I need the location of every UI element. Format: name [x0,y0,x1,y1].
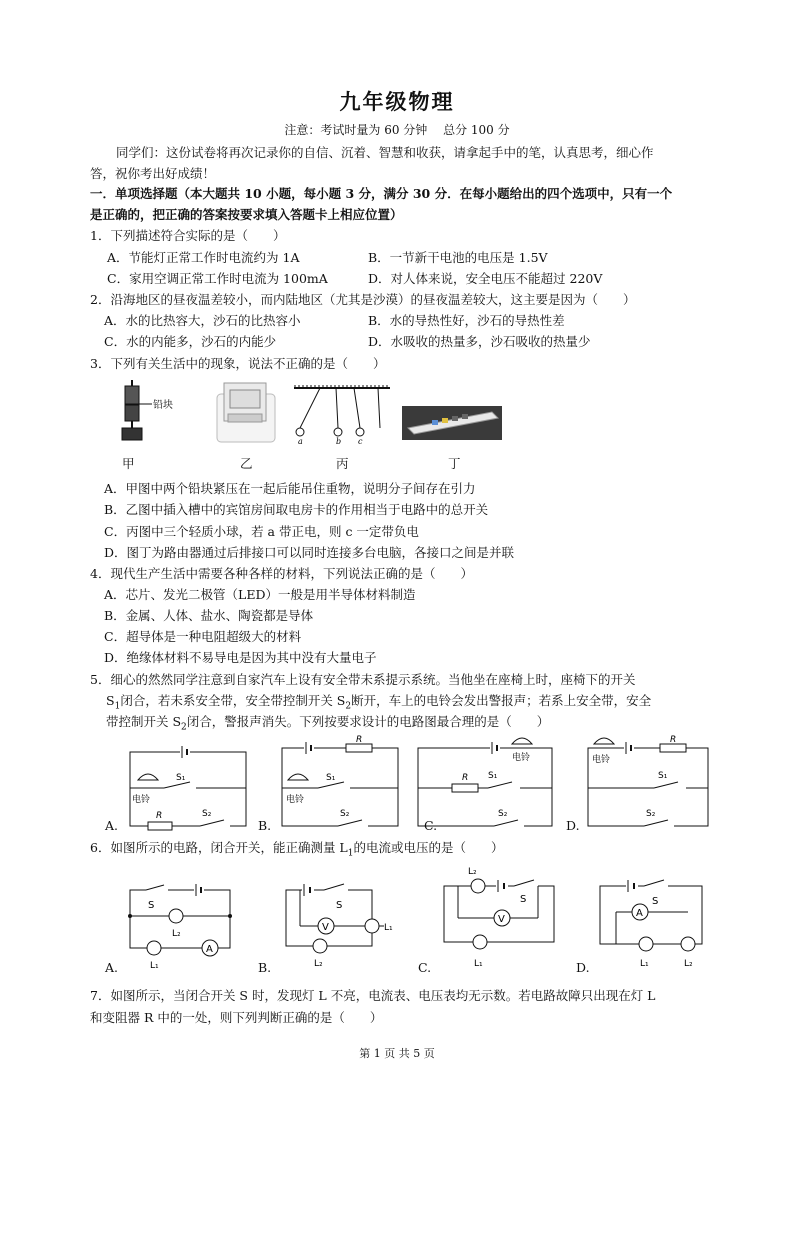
q5-circuit-a [104,742,254,832]
q6-circuit-a [124,880,240,972]
q1-option-d: D．对人体来说，安全电压不能超过 220V [368,271,603,286]
q5-circuit-d [584,730,716,830]
q2-option-a: A．水的比热容大，沙石的比热容小 [104,313,301,328]
q3-option-c: C．丙图中三个轻质小球，若 a 带正电，则 c 一定带负电 [104,524,419,539]
section-heading-2: 是正确的，把正确的答案按要求填入答题卡上相应位置） [90,207,403,222]
q4-option-d: D．绝缘体材料不易导电是因为其中没有大量电子 [104,650,377,665]
bell-label: 电铃 [512,753,531,763]
q3-label-bing: 丙 [336,456,349,471]
q1-option-c: C．家用空调正常工作时电流为 100mA [107,271,328,286]
intro-line-2: 答，祝你考出好成绩！ [90,166,216,181]
switch-label-s2: S₂ [340,809,350,819]
q4-option-a: A．芯片、发光二极管（LED）一般是用半导体材料制造 [104,587,416,602]
voltmeter-label: V [322,922,329,933]
switch-label-s1: S₁ [488,771,498,781]
q3-label-jia: 甲 [122,456,135,471]
switch-label-s1: S₁ [658,771,668,781]
ammeter-label: A [206,944,213,955]
q5-line-3: 带控制开关 $S_2$闭合，警报声消失。下列按要求设计的电路图最合理的是（ ） [106,714,550,733]
q3-figure-bing [292,384,392,446]
q2-option-c: C．水的内能多，沙石的内能少 [104,334,277,349]
page-footer: 第 1 页 共 5 页 [359,1047,435,1060]
q4-option-c: C．超导体是一种电阻超级大的材料 [104,629,302,644]
q5-option-c: C. [424,818,438,833]
q7-line-1: 7．如图所示，当闭合开关 S 时，发现灯 L 不亮，电流表、电压表均无示数。若电路故障只出现在灯 L [90,988,656,1003]
q7-line-2: 和变阻器 R 中的一处，则下列判断正确的是（ ） [90,1010,383,1025]
ammeter-label: A [636,908,643,919]
q5-option-b: B. [258,818,272,833]
bell-label: 电铃 [286,795,305,805]
q6-option-a: A. [105,960,119,975]
q3-figure-yi [214,378,278,444]
exam-note: 注意：考试时量为 60 分钟 总分 100 分 [284,123,510,137]
q5-option-a: A. [105,818,119,833]
q5-circuit-b [258,734,408,830]
ball-label-a: a [298,437,303,446]
resistor-label: R [356,735,363,745]
lamp-label-l1: L₁ [384,923,393,933]
bell-label: 电铃 [132,795,151,805]
q5-circuit-c [412,730,562,830]
q3-figure-ding [402,406,502,440]
switch-label: S [652,896,659,907]
section-heading-1: 一．单项选择题（本大题共 10 小题，每小题 3 分，满分 30 分．在每小题给出的四个选项中，只有一个 [90,186,673,201]
q6-option-d: D. [576,960,590,975]
ball-label-b: b [336,437,342,446]
resistor-label: R [156,811,163,821]
q6-option-b: B. [258,960,272,975]
q3-label-ding: 丁 [448,456,461,471]
q3-option-a: A．甲图中两个铅块紧压在一起后能吊住重物，说明分子间存在引力 [104,481,476,496]
switch-label: S [148,900,155,911]
q4-stem: 4．现代生产生活中需要各种各样的材料，下列说法正确的是（ ） [90,566,473,581]
q3-stem: 3．下列有关生活中的现象，说法不正确的是（ ） [90,356,386,371]
resistor-label: R [462,773,469,783]
q1-option-a: A．节能灯正常工作时电流约为 1A [107,250,300,265]
q2-stem: 2．沿海地区的昼夜温差较小，而内陆地区（尤其是沙漠）的昼夜温差较大，这主要是因为（ ） [90,292,636,307]
bell-label: 电铃 [592,755,611,765]
lamp-label-l1: L₁ [150,961,159,971]
q1-stem: 1．下列描述符合实际的是（ ） [90,228,286,243]
switch-label-s2: S₂ [646,809,656,819]
lamp-label-l1: L₁ [640,959,649,969]
q5-option-d: D. [566,818,580,833]
switch-label-s2: S₂ [202,809,212,819]
q6-option-c: C. [418,960,432,975]
q3-figure-jia [114,378,184,448]
switch-label-s1: S₁ [176,773,186,783]
lamp-label-l2: L₂ [684,959,693,969]
voltmeter-label: V [498,914,505,925]
lamp-label-l1: L₁ [474,959,483,969]
lamp-label-l2: L₂ [468,867,477,877]
q4-option-b: B．金属、人体、盐水、陶瓷都是导体 [104,608,314,623]
q6-circuit-b [280,876,402,970]
switch-label: S [520,894,527,905]
switch-label-s2: S₂ [498,809,508,819]
q2-option-d: D．水吸收的热量多，沙石吸收的热量少 [368,334,591,349]
lamp-label-l2: L₂ [314,959,323,969]
lamp-label-l2: L₂ [172,929,181,939]
q3-option-d: D．图丁为路由器通过后排接口可以同时连接多台电脑，各接口之间是并联 [104,545,515,560]
switch-label: S [336,900,343,911]
q6-circuit-c [438,862,560,970]
intro-line-1: 同学们：这份试卷将再次记录你的自信、沉着、智慧和收获，请拿起手中的笔，认真思考，细心作 [116,145,654,160]
page-title: 九年级物理 [339,89,455,114]
q2-option-b: B．水的导热性好，沙石的导热性差 [368,313,565,328]
resistor-label: R [670,735,677,745]
q5-line-1: 5．细心的然然同学注意到自家汽车上设有安全带未系提示系统。当他坐在座椅上时，座椅下的开关 [90,672,636,687]
q6-stem: 6．如图所示的电路，闭合开关，能正确测量 $L_1$的电流或电压的是（ ） [90,840,504,859]
q1-option-b: B．一节新干电池的电压是 1.5V [368,250,548,265]
q5-line-2: $S_1$闭合，若未系安全带，安全带控制开关 $S_2$断开，车上的电铃会发出警报声；若系上安全带，安全 [106,693,652,712]
q3-option-b: B．乙图中插入槽中的宾馆房间取电房卡的作用相当于电路中的总开关 [104,502,489,517]
switch-label-s1: S₁ [326,773,336,783]
ball-label-c: c [358,437,363,446]
q6-circuit-d [594,874,714,972]
q3-label-yi: 乙 [240,456,253,471]
lead-block-label: 铅块 [153,400,173,411]
